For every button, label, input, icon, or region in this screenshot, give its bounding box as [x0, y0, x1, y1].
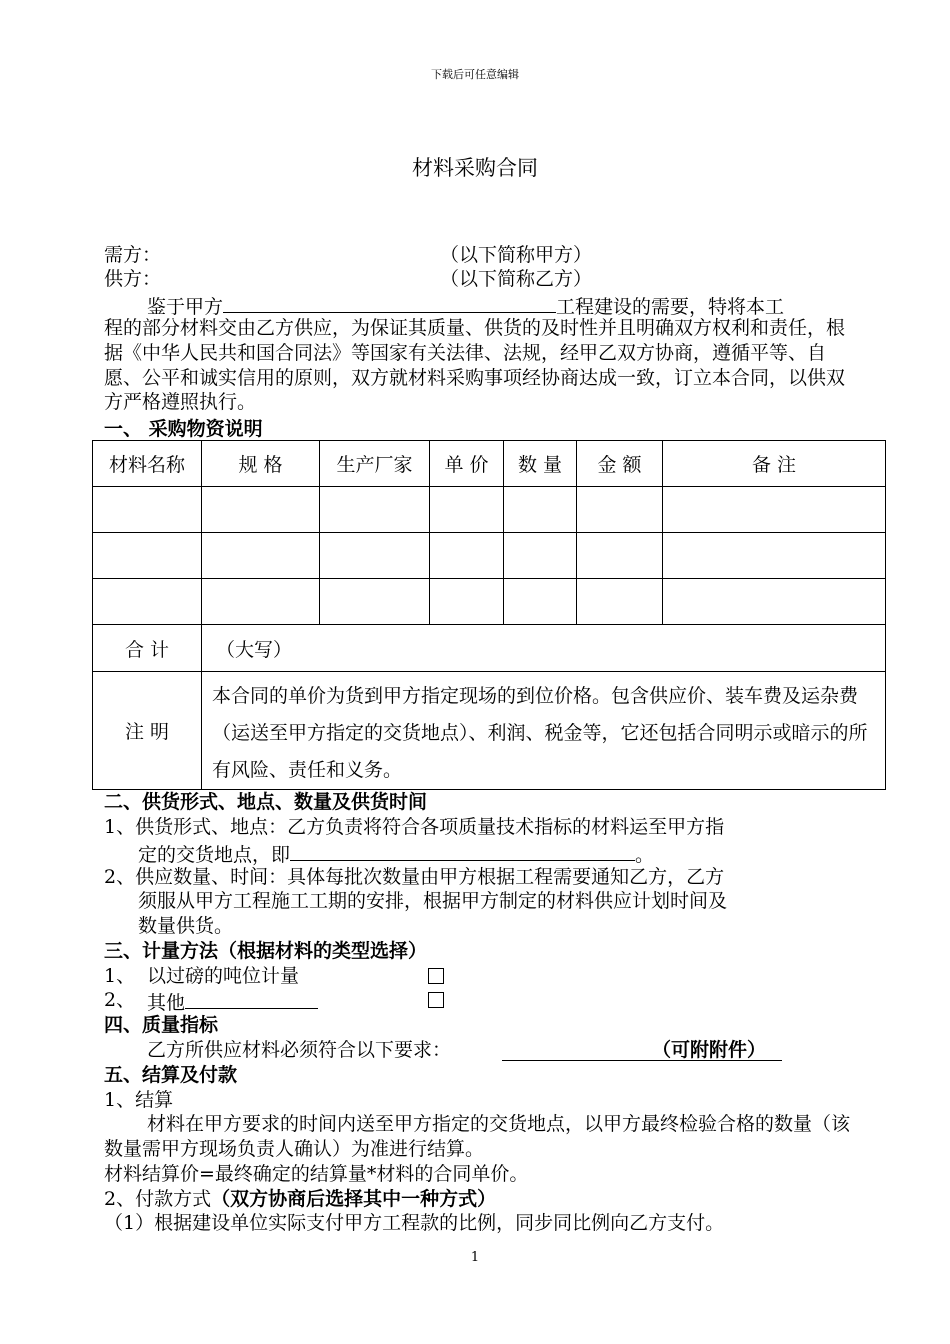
- note-label: 注 明: [93, 672, 202, 790]
- table-cell[interactable]: [93, 487, 202, 533]
- settlement-heading: 1、结算: [104, 1089, 174, 1111]
- col-header: 金 额: [577, 441, 663, 487]
- table-cell[interactable]: [663, 533, 886, 579]
- table-cell[interactable]: [202, 487, 320, 533]
- payment-heading: [104, 1187, 496, 1211]
- attachment-note: （可附附件）: [652, 1039, 767, 1061]
- settlement-paragraph: 材料在甲方要求的时间内送至甲方指定的交货地点，以甲方最终检验合格的数量（该数量需甲方现场负责人确认）为准进行结算。: [104, 1113, 851, 1160]
- delivery-suffix: 。: [635, 844, 655, 866]
- demand-suffix: （以下简称甲方）: [440, 244, 593, 266]
- table-cell[interactable]: [577, 533, 663, 579]
- option2-blank[interactable]: [185, 988, 318, 1009]
- table-row: [93, 533, 886, 579]
- payment-heading-note: （双方协商后选择其中一种方式）: [211, 1188, 497, 1210]
- total-value[interactable]: （大写）: [202, 625, 886, 672]
- document-title: 材料采购合同: [412, 156, 538, 180]
- section2-title: 二、供货形式、地点、数量及供货时间: [104, 791, 428, 813]
- section2-item1-line1: 1、供货形式、地点：乙方负责将符合各项质量技术指标的材料运至甲方指: [104, 816, 725, 838]
- table-cell[interactable]: [504, 533, 577, 579]
- table-cell[interactable]: [93, 579, 202, 625]
- col-header: 数 量: [504, 441, 577, 487]
- table-cell[interactable]: [320, 487, 430, 533]
- intro-rest: 工程建设的需要，特将本工: [556, 296, 785, 318]
- header-note: 下载后可任意编辑: [431, 68, 519, 81]
- section4-title: 四、质量指标: [104, 1014, 219, 1036]
- col-header: 规 格: [202, 441, 320, 487]
- option1-checkbox[interactable]: [428, 968, 444, 988]
- table-cell[interactable]: [202, 579, 320, 625]
- col-header: 材料名称: [93, 441, 202, 487]
- table-cell[interactable]: [663, 487, 886, 533]
- option1-num: 1、: [104, 965, 136, 987]
- delivery-prefix: 定的交货地点，即: [138, 844, 291, 866]
- table-cell[interactable]: [320, 533, 430, 579]
- delivery-location-blank[interactable]: [290, 840, 635, 861]
- option1-label: 以过磅的吨位计量: [147, 965, 300, 987]
- payment-method-1: （1）根据建设单位实际支付甲方工程款的比例，同步同比例向乙方支付。: [104, 1212, 725, 1234]
- table-cell[interactable]: [430, 579, 504, 625]
- page-number: 1: [470, 1250, 480, 1265]
- materials-table: [92, 440, 886, 790]
- table-header-row: [93, 441, 886, 487]
- table-cell[interactable]: [577, 579, 663, 625]
- option2-row: [147, 988, 318, 1015]
- section2-item2-line3: 数量供货。: [138, 915, 234, 937]
- table-cell[interactable]: [577, 487, 663, 533]
- section3-title: 三、计量方法（根据材料的类型选择）: [104, 940, 428, 962]
- demand-label: 需方：: [104, 244, 162, 266]
- note-text: 本合同的单价为货到甲方指定现场的到位价格。包含供应价、装车费及运杂费（运送至甲方指定的交货地点）、利润、税金等，它还包括合同明示或暗示的所有风险、责任和义务。: [202, 672, 886, 790]
- section2-item2-line2: 须服从甲方工程施工工期的安排，根据甲方制定的材料供应计划时间及: [138, 890, 728, 912]
- table-cell[interactable]: [430, 487, 504, 533]
- table-cell[interactable]: [430, 533, 504, 579]
- supply-label: 供方：: [104, 268, 162, 290]
- payment-heading-label: 2、付款方式: [104, 1188, 212, 1210]
- intro-body: 程的部分材料交由乙方供应，为保证其质量、供货的及时性并且明确双方权利和责任，根据《中华人民共和国合同法》等国家有关法律、法规，经甲乙双方协商，遵循平等、自愿、公平和诚实信用的原则，双方就材料采购事项经协商达成一致，订立本合同，以供双方严格遵照执行。: [104, 317, 846, 414]
- col-header: 单 价: [430, 441, 504, 487]
- intro-line1: [147, 292, 784, 319]
- settlement-formula: 材料结算价=最终确定的结算量*材料的合同单价。: [104, 1163, 529, 1185]
- option2-num: 2、: [104, 989, 136, 1011]
- option2-label: 其他: [147, 992, 186, 1014]
- section5-title: 五、结算及付款: [104, 1064, 238, 1086]
- supply-suffix: （以下简称乙方）: [440, 268, 593, 290]
- intro-prefix: 鉴于甲方: [147, 296, 224, 318]
- section4-text: 乙方所供应材料必须符合以下要求：: [147, 1039, 452, 1061]
- table-cell[interactable]: [93, 533, 202, 579]
- table-cell[interactable]: [202, 533, 320, 579]
- section2-item1-line2: [138, 840, 654, 867]
- table-cell[interactable]: [663, 579, 886, 625]
- section1-title: 一、 采购物资说明: [104, 418, 263, 440]
- total-label: 合 计: [93, 625, 202, 672]
- col-header: 生产厂家: [320, 441, 430, 487]
- table-cell[interactable]: [320, 579, 430, 625]
- project-name-blank[interactable]: [223, 292, 556, 313]
- note-row: [93, 672, 886, 790]
- table-cell[interactable]: [504, 579, 577, 625]
- table-cell[interactable]: [504, 487, 577, 533]
- col-header: 备 注: [663, 441, 886, 487]
- option2-checkbox[interactable]: [428, 992, 444, 1012]
- total-row: [93, 625, 886, 672]
- section2-item2-line1: 2、供应数量、时间：具体每批次数量由甲方根据工程需要通知乙方，乙方: [104, 866, 725, 888]
- table-row: [93, 487, 886, 533]
- table-row: [93, 579, 886, 625]
